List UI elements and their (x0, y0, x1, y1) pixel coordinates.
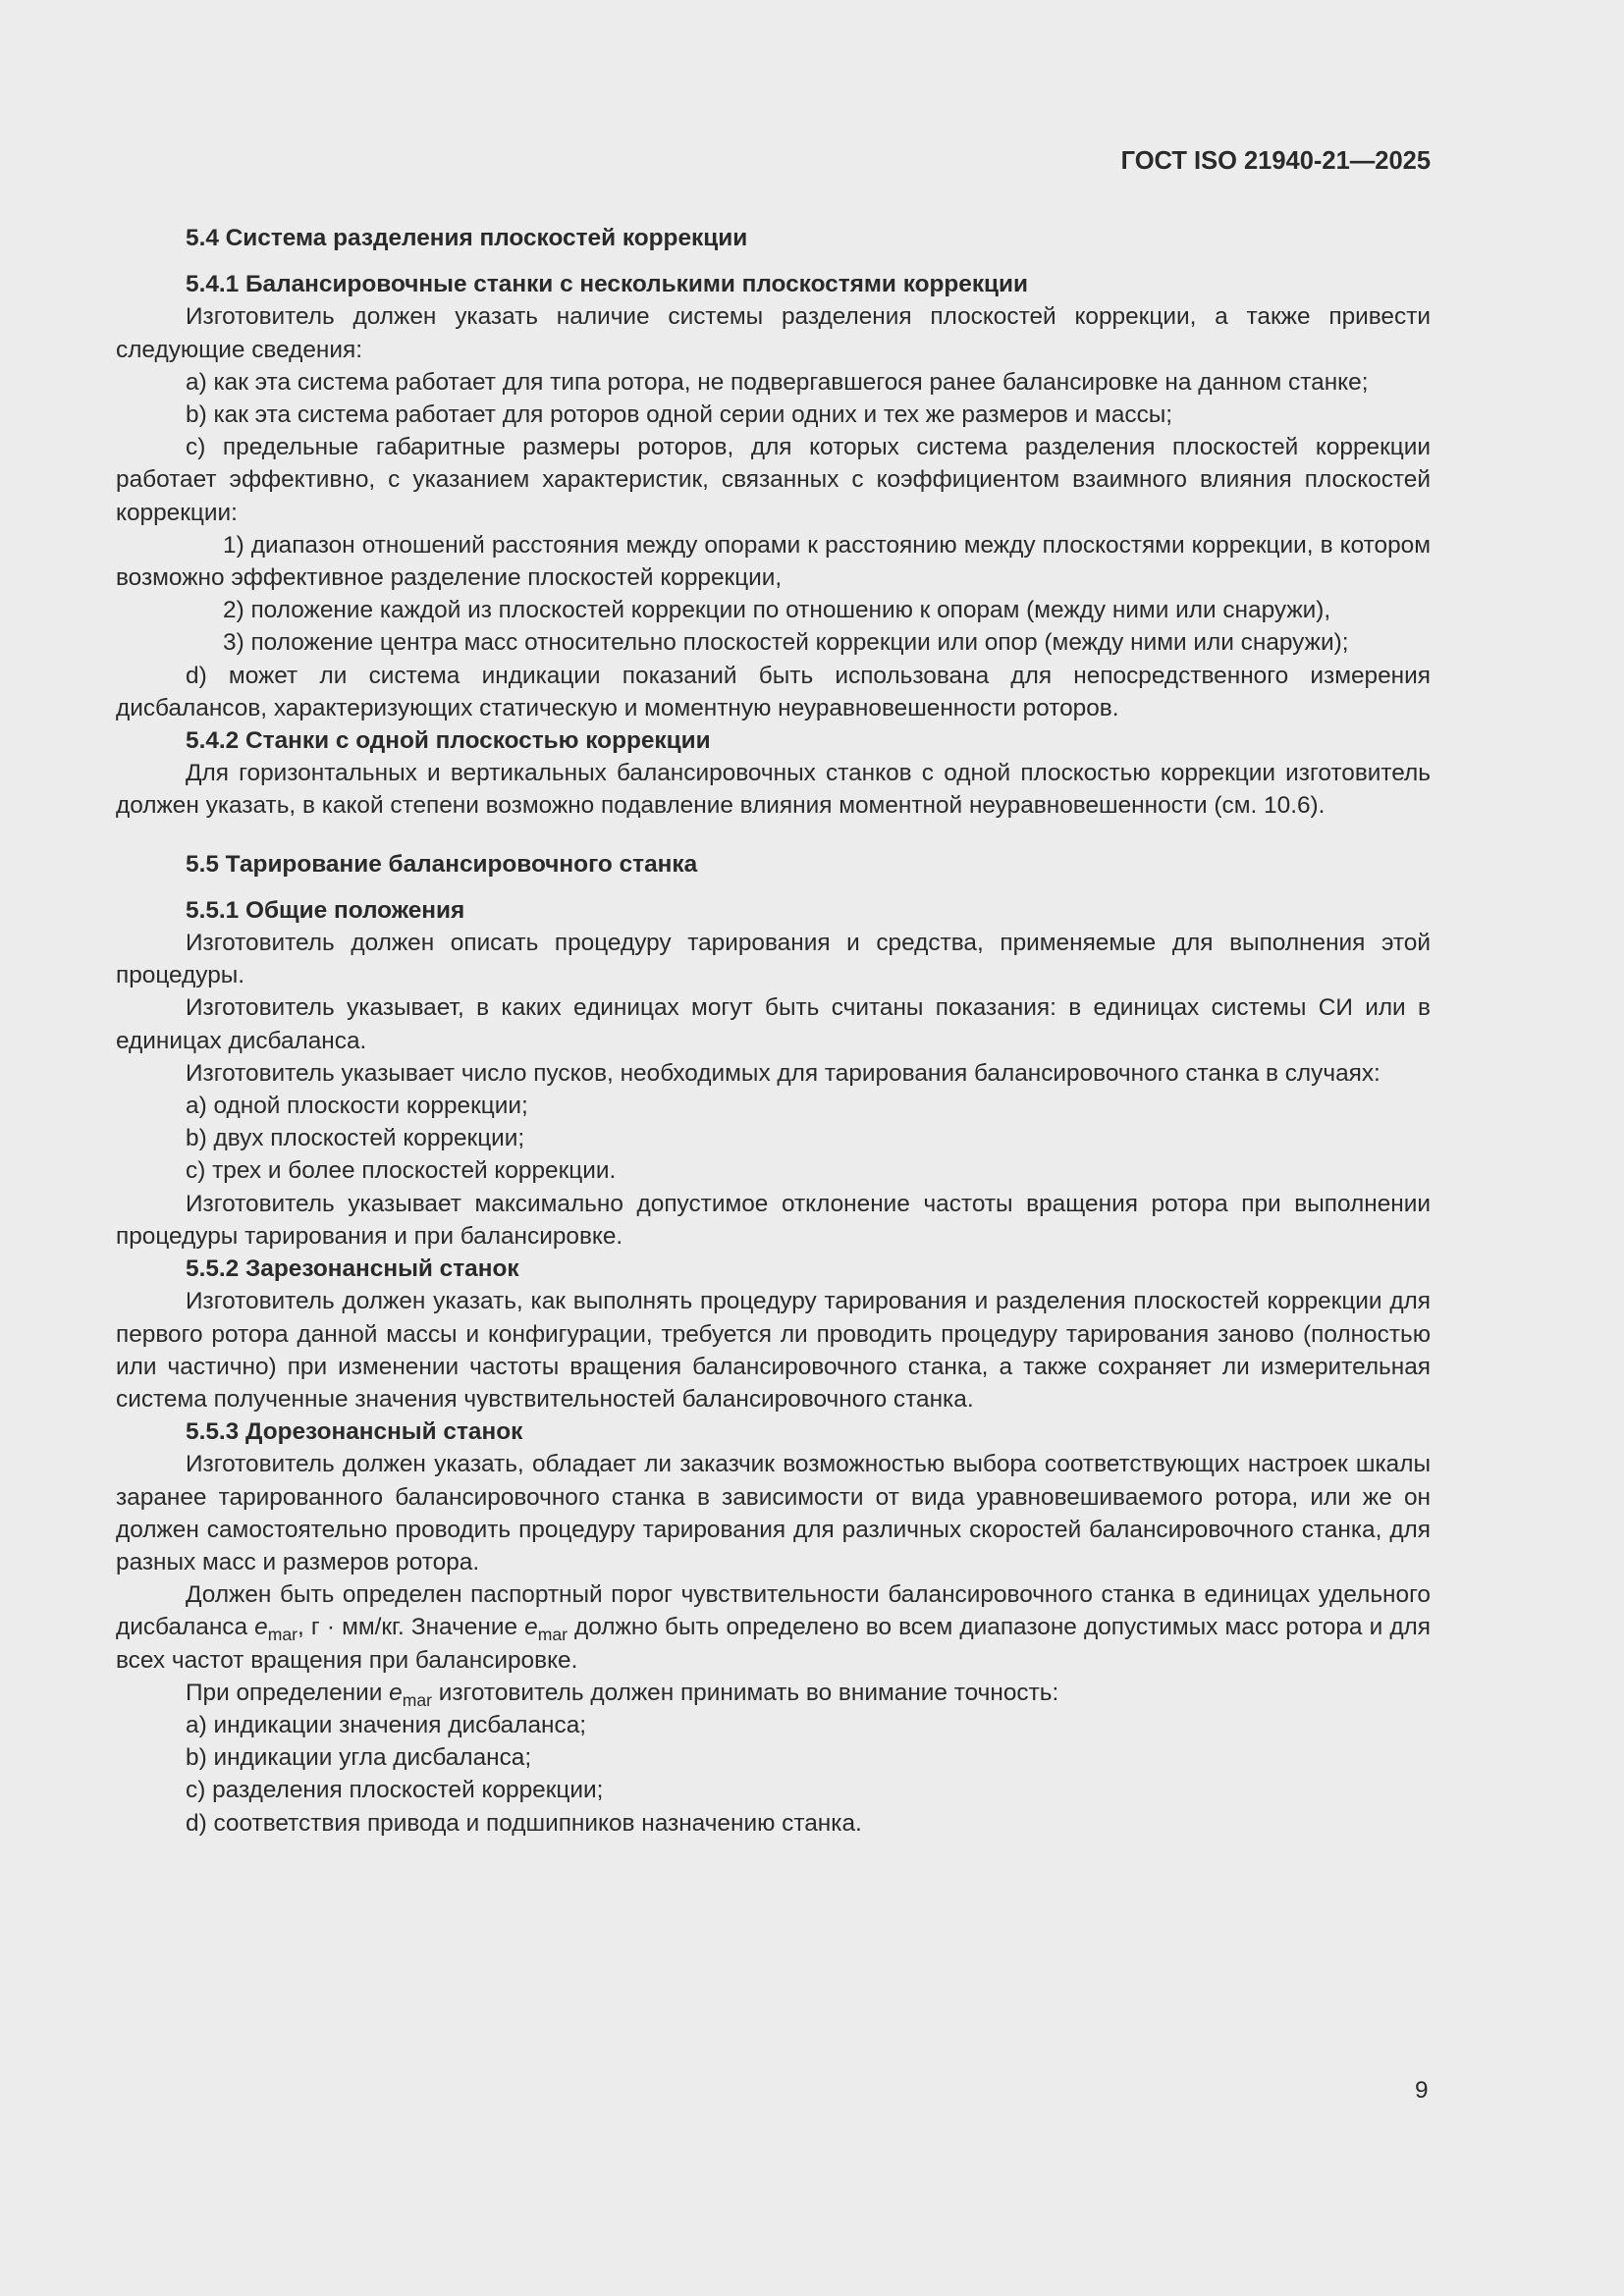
section-5-5-3-title: 5.5.3 Дорезонансный станок (186, 1418, 523, 1446)
symbol-subscript: mar (267, 1625, 298, 1645)
section-5-5-2-paragraph: Изготовитель должен указать, как выполнять процедуру тарирования и разделения плоскостей коррекции для первого ротора данной массы и конфигурации, требуется ли проводить процедуру тарирования заново (полностью или частично) при изменении частоты вращения балансировочного станка, а также сохраняет ли измерительная система полученные значения чувствительностей балансировочного станка. (116, 1288, 1431, 1413)
symbol-subscript: mar (402, 1689, 432, 1710)
paragraph-text: При определении (186, 1679, 383, 1706)
paragraph-text: Должен быть определен паспортный порог чувствительности балансировочного станка в единицах удельного дисбаланса (116, 1581, 1431, 1641)
symbol-e-mar: e (389, 1679, 403, 1706)
document-code-header: ГОСТ ISO 21940-21—2025 (1120, 147, 1431, 175)
list-subitem-1: 1) диапазон отношений расстояния между опорами к расстоянию между плоскостями коррекции, в котором возможно эффективное разделение плоскостей коррекции, (116, 531, 1431, 592)
section-5-5-title: 5.5 Тарирование балансировочного станка (186, 850, 698, 878)
section-5-4-title: 5.4 Система разделения плоскостей коррекции (186, 225, 748, 251)
page-number: 9 (1415, 2077, 1429, 2104)
list-item-d: d) может ли система индикации показаний быть использована для непосредственного измерения дисбалансов, характеризующих статическую и моментную неуравновешенности роторов. (116, 662, 1431, 721)
section-5-5-1-paragraph-3: Изготовитель указывает число пусков, необходимых для тарирования балансировочного станка в случаях: (186, 1059, 1380, 1087)
section-5-5-1-paragraph-2: Изготовитель указывает, в каких единицах могут быть считаны показания: в единицах системы СИ или в единицах дисбаланса. (116, 994, 1431, 1054)
list-item-b: b) двух плоскостей коррекции; (186, 1125, 525, 1152)
list-item-b: b) как эта система работает для роторов одной серии одних и тех же размеров и массы; (186, 401, 1173, 429)
section-5-4-1-intro: Изготовитель должен указать наличие системы разделения плоскостей коррекции, а также привести следующие сведения: (116, 303, 1431, 363)
section-5-5-1-paragraph-4: Изготовитель указывает максимально допустимое отклонение частоты вращения ротора при выполнении процедуры тарирования и при балансировке. (116, 1190, 1431, 1250)
section-5-5-1-title: 5.5.1 Общие положения (186, 896, 465, 924)
section-5-5-3-paragraph-1: Изготовитель должен указать, обладает ли заказчик возможностью выбора соответствующих настроек шкалы заранее тарированного балансировочного станка в зависимости от вида уравновешиваемого ротора, или же он должен самостоятельно проводить процедуру тарирования для различных скоростей балансировочного станка, для разных масс и размеров ротора. (116, 1451, 1431, 1575)
section-5-5-3-paragraph-2 (116, 1578, 1431, 1677)
paragraph-text: изготовитель должен принимать во внимание точность: (438, 1679, 1059, 1706)
section-5-4-1-title: 5.4.1 Балансировочные станки с несколькими плоскостями коррекции (186, 271, 1029, 298)
list-subitem-3: 3) положение центра масс относительно плоскостей коррекции или опор (между ними или снаружи); (223, 629, 1349, 657)
section-5-4-2-title: 5.4.2 Станки с одной плоскостью коррекции (186, 727, 711, 755)
list-item-c: c) предельные габаритные размеры роторов, для которых система разделения плоскостей коррекции работает эффективно, с указанием характеристик, связанных с коэффициентом взаимного влияния плоскостей коррекции: (116, 434, 1431, 526)
page-content (116, 222, 1431, 1840)
list-item-a: a) как эта система работает для типа ротора, не подвергавшегося ранее балансировке на данном станке; (186, 368, 1369, 396)
section-5-5-1-paragraph-1: Изготовитель должен описать процедуру тарирования и средства, применяемые для выполнения этой процедуры. (116, 930, 1431, 989)
list-subitem-2: 2) положение каждой из плоскостей коррекции по отношению к опорам (между ними или снаружи), (223, 597, 1331, 624)
section-5-5-2-title: 5.5.2 Зарезонансный станок (186, 1255, 519, 1283)
symbol-e-mar: e (524, 1614, 538, 1641)
symbol-e-mar: e (254, 1614, 268, 1641)
paragraph-text: , г · мм/кг. Значение (297, 1614, 518, 1641)
list-item-c: c) трех и более плоскостей коррекции. (186, 1157, 617, 1185)
symbol-subscript: mar (537, 1625, 568, 1645)
section-5-4-2-paragraph: Для горизонтальных и вертикальных балансировочных станков с одной плоскостью коррекции изготовитель должен указать, в какой степени возможно подавление влияния моментной неуравновешенности (см. 10.6). (116, 760, 1431, 820)
section-5-5-3-paragraph-3 (116, 1677, 1431, 1709)
list-item-c: c) разделения плоскостей коррекции; (186, 1777, 604, 1804)
list-item-a: a) индикации значения дисбаланса; (186, 1711, 587, 1738)
list-item-a: a) одной плоскости коррекции; (186, 1093, 528, 1120)
list-item-b: b) индикации угла дисбаланса; (186, 1744, 532, 1772)
list-item-d: d) соответствия привода и подшипников назначению станка. (186, 1809, 862, 1837)
paragraph-text: должно быть определено во всем диапазоне допустимых масс ротора и для всех частот вращения при балансировке. (116, 1614, 1431, 1674)
